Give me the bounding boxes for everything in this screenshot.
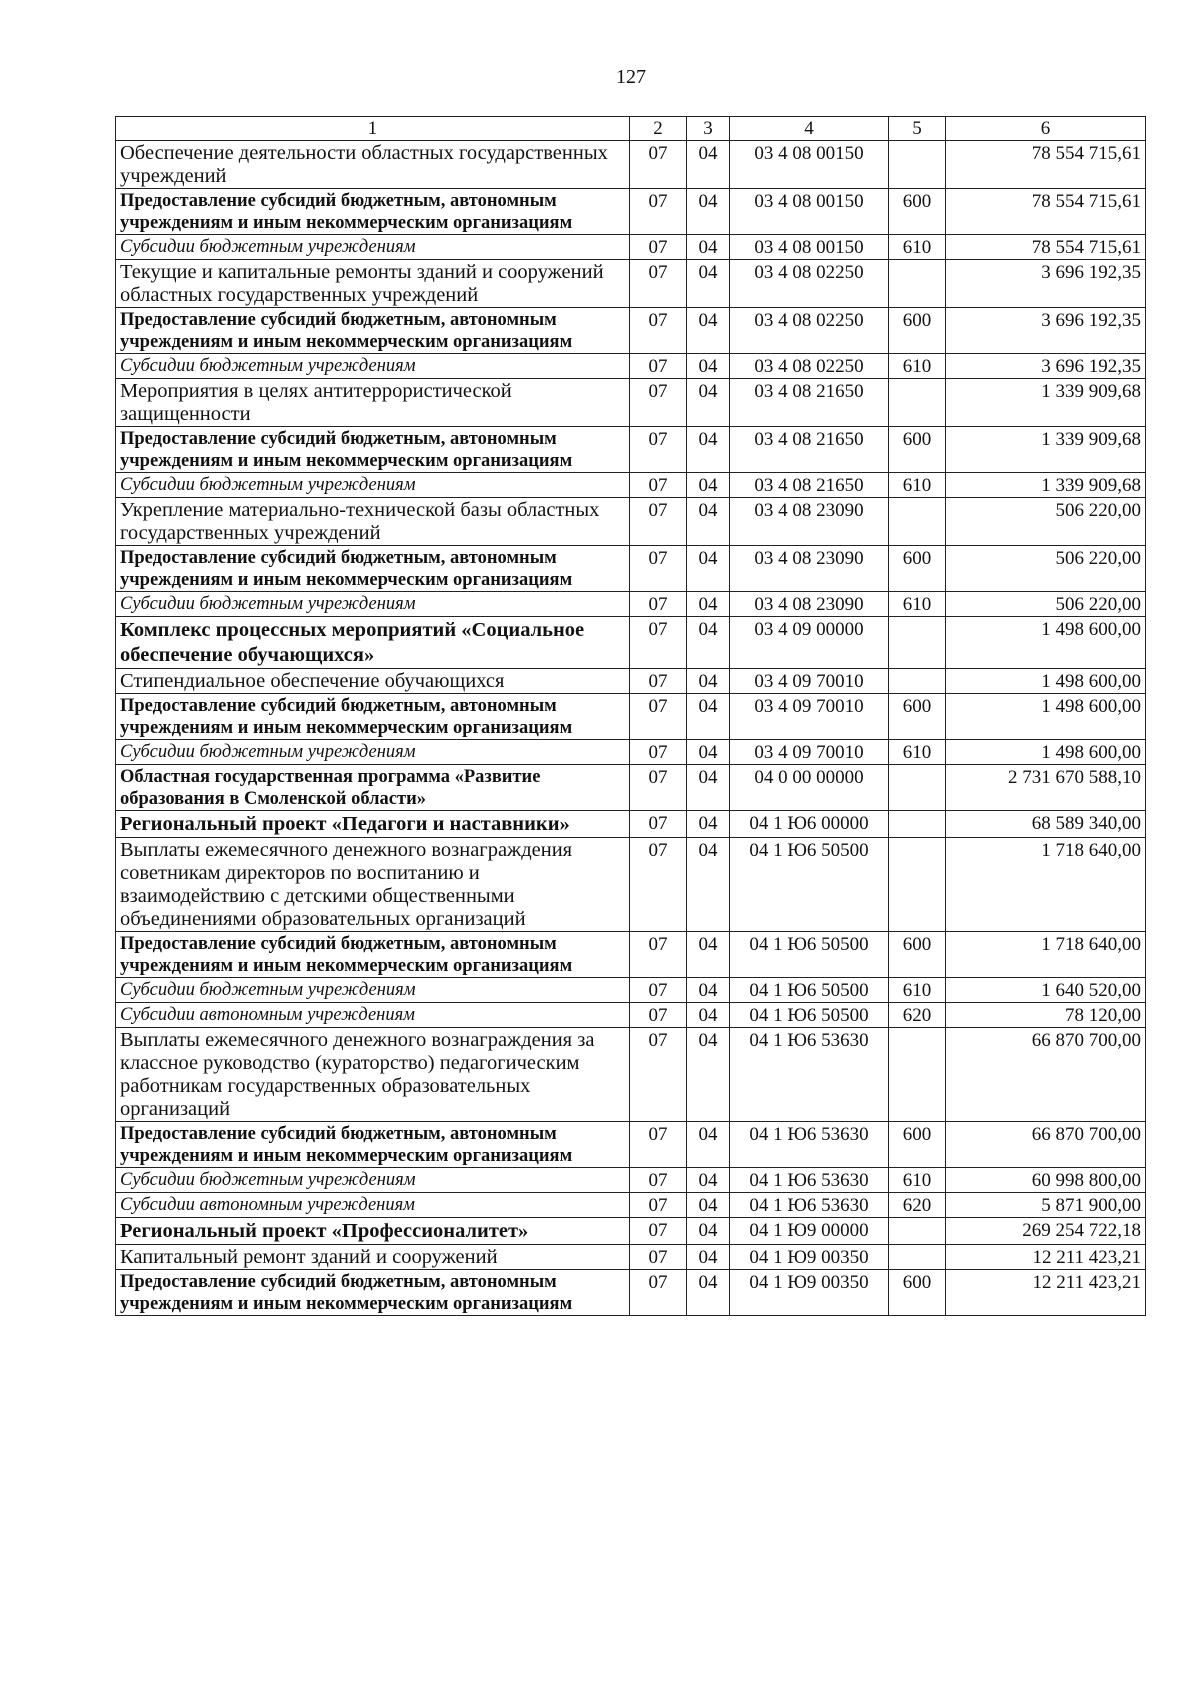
target-article-code-cell: 03 4 08 21650 [730, 379, 889, 427]
table-row [116, 694, 1146, 740]
section-code-cell: 07 [630, 473, 687, 498]
table-row [116, 669, 1146, 694]
table-row [116, 1245, 1146, 1270]
section-code-cell: 07 [630, 765, 687, 811]
target-article-code-cell: 04 1 Ю6 00000 [730, 811, 889, 838]
target-article-code-cell: 04 1 Ю6 53630 [730, 1028, 889, 1122]
section-code-cell: 07 [630, 932, 687, 978]
amount-cell: 1 498 600,00 [946, 694, 1146, 740]
table-row [116, 1168, 1146, 1193]
expense-type-code-cell: 620 [889, 1193, 946, 1218]
column-header-2: 2 [630, 117, 687, 141]
table-row [116, 308, 1146, 354]
expense-type-code-cell [889, 811, 946, 838]
table-row [116, 1122, 1146, 1168]
item-name-cell: Капитальный ремонт зданий и сооружений [116, 1245, 630, 1270]
section-code-cell: 07 [630, 838, 687, 932]
expense-type-code-cell: 600 [889, 427, 946, 473]
expense-type-code-cell [889, 141, 946, 189]
subsection-code-cell: 04 [687, 379, 730, 427]
expense-type-code-cell: 600 [889, 546, 946, 592]
target-article-code-cell: 04 1 Ю9 00000 [730, 1218, 889, 1245]
table-row [116, 427, 1146, 473]
section-code-cell: 07 [630, 141, 687, 189]
item-name-cell: Субсидии бюджетным учреждениям [116, 1168, 630, 1193]
amount-cell: 1 339 909,68 [946, 427, 1146, 473]
target-article-code-cell: 04 1 Ю9 00350 [730, 1270, 889, 1316]
subsection-code-cell: 04 [687, 427, 730, 473]
amount-cell: 506 220,00 [946, 592, 1146, 617]
amount-cell: 1 339 909,68 [946, 379, 1146, 427]
amount-cell: 12 211 423,21 [946, 1270, 1146, 1316]
item-name-cell: Комплекс процессных мероприятий «Социальное обеспечение обучающихся» [116, 617, 630, 669]
target-article-code-cell: 03 4 08 21650 [730, 473, 889, 498]
amount-cell: 1 498 600,00 [946, 617, 1146, 669]
section-code-cell: 07 [630, 1193, 687, 1218]
target-article-code-cell: 03 4 08 02250 [730, 260, 889, 308]
section-code-cell: 07 [630, 260, 687, 308]
subsection-code-cell: 04 [687, 498, 730, 546]
subsection-code-cell: 04 [687, 235, 730, 260]
target-article-code-cell: 03 4 08 02250 [730, 354, 889, 379]
expense-type-code-cell: 610 [889, 740, 946, 765]
target-article-code-cell: 03 4 08 21650 [730, 427, 889, 473]
amount-cell: 3 696 192,35 [946, 260, 1146, 308]
subsection-code-cell: 04 [687, 189, 730, 235]
table-body [116, 141, 1146, 1316]
expense-type-code-cell [889, 765, 946, 811]
target-article-code-cell: 04 1 Ю6 53630 [730, 1122, 889, 1168]
item-name-cell: Обеспечение деятельности областных государственных учреждений [116, 141, 630, 189]
subsection-code-cell: 04 [687, 592, 730, 617]
section-code-cell: 07 [630, 189, 687, 235]
table-row [116, 141, 1146, 189]
item-name-cell: Укрепление материально-технической базы областных государственных учреждений [116, 498, 630, 546]
section-code-cell: 07 [630, 498, 687, 546]
section-code-cell: 07 [630, 592, 687, 617]
section-code-cell: 07 [630, 1028, 687, 1122]
item-name-cell: Областная государственная программа «Развитие образования в Смоленской области» [116, 765, 630, 811]
section-code-cell: 07 [630, 546, 687, 592]
subsection-code-cell: 04 [687, 694, 730, 740]
table-row [116, 740, 1146, 765]
subsection-code-cell: 04 [687, 1193, 730, 1218]
expense-type-code-cell: 610 [889, 473, 946, 498]
item-name-cell: Региональный проект «Педагоги и наставники» [116, 811, 630, 838]
item-name-cell: Субсидии бюджетным учреждениям [116, 592, 630, 617]
section-code-cell: 07 [630, 978, 687, 1003]
table-row [116, 260, 1146, 308]
target-article-code-cell: 04 1 Ю6 50500 [730, 1003, 889, 1028]
section-code-cell: 07 [630, 1003, 687, 1028]
amount-cell: 1 498 600,00 [946, 740, 1146, 765]
subsection-code-cell: 04 [687, 308, 730, 354]
section-code-cell: 07 [630, 308, 687, 354]
section-code-cell: 07 [630, 1270, 687, 1316]
expense-type-code-cell: 600 [889, 189, 946, 235]
target-article-code-cell: 04 1 Ю9 00350 [730, 1245, 889, 1270]
target-article-code-cell: 03 4 08 00150 [730, 141, 889, 189]
section-code-cell: 07 [630, 740, 687, 765]
expense-type-code-cell [889, 1218, 946, 1245]
section-code-cell: 07 [630, 1245, 687, 1270]
table-row [116, 354, 1146, 379]
expense-type-code-cell: 610 [889, 592, 946, 617]
target-article-code-cell: 03 4 09 70010 [730, 694, 889, 740]
item-name-cell: Субсидии автономным учреждениям [116, 1193, 630, 1218]
subsection-code-cell: 04 [687, 669, 730, 694]
item-name-cell: Предоставление субсидий бюджетным, автономным учреждениям и иным некоммерческим организациям [116, 308, 630, 354]
amount-cell: 78 554 715,61 [946, 141, 1146, 189]
subsection-code-cell: 04 [687, 838, 730, 932]
amount-cell: 3 696 192,35 [946, 308, 1146, 354]
expense-type-code-cell [889, 838, 946, 932]
amount-cell: 1 498 600,00 [946, 669, 1146, 694]
target-article-code-cell: 03 4 09 00000 [730, 617, 889, 669]
item-name-cell: Мероприятия в целях антитеррористической защищенности [116, 379, 630, 427]
expense-type-code-cell [889, 379, 946, 427]
table-row [116, 189, 1146, 235]
table-row [116, 617, 1146, 669]
item-name-cell: Субсидии автономным учреждениям [116, 1003, 630, 1028]
expense-type-code-cell: 620 [889, 1003, 946, 1028]
table-row [116, 1003, 1146, 1028]
subsection-code-cell: 04 [687, 617, 730, 669]
amount-cell: 66 870 700,00 [946, 1028, 1146, 1122]
column-header-1: 1 [116, 117, 630, 141]
table-row [116, 379, 1146, 427]
expense-type-code-cell [889, 260, 946, 308]
amount-cell: 3 696 192,35 [946, 354, 1146, 379]
subsection-code-cell: 04 [687, 354, 730, 379]
subsection-code-cell: 04 [687, 473, 730, 498]
section-code-cell: 07 [630, 427, 687, 473]
table-row [116, 978, 1146, 1003]
table-row [116, 1028, 1146, 1122]
table-row [116, 592, 1146, 617]
amount-cell: 506 220,00 [946, 546, 1146, 592]
table-row [116, 765, 1146, 811]
amount-cell: 78 554 715,61 [946, 189, 1146, 235]
column-header-4: 4 [730, 117, 889, 141]
expense-type-code-cell: 600 [889, 694, 946, 740]
item-name-cell: Предоставление субсидий бюджетным, автономным учреждениям и иным некоммерческим организациям [116, 546, 630, 592]
subsection-code-cell: 04 [687, 141, 730, 189]
target-article-code-cell: 04 1 Ю6 53630 [730, 1168, 889, 1193]
section-code-cell: 07 [630, 1218, 687, 1245]
expense-type-code-cell: 610 [889, 354, 946, 379]
expense-type-code-cell: 610 [889, 235, 946, 260]
column-header-3: 3 [687, 117, 730, 141]
target-article-code-cell: 04 1 Ю6 50500 [730, 932, 889, 978]
table-row [116, 1193, 1146, 1218]
subsection-code-cell: 04 [687, 546, 730, 592]
target-article-code-cell: 03 4 08 02250 [730, 308, 889, 354]
target-article-code-cell: 03 4 08 23090 [730, 498, 889, 546]
table-row [116, 235, 1146, 260]
item-name-cell: Предоставление субсидий бюджетным, автономным учреждениям и иным некоммерческим организациям [116, 1122, 630, 1168]
section-code-cell: 07 [630, 669, 687, 694]
target-article-code-cell: 03 4 08 23090 [730, 592, 889, 617]
table-row [116, 811, 1146, 838]
target-article-code-cell: 03 4 08 23090 [730, 546, 889, 592]
item-name-cell: Текущие и капитальные ремонты зданий и сооружений областных государственных учреждений [116, 260, 630, 308]
item-name-cell: Субсидии бюджетным учреждениям [116, 354, 630, 379]
table-row [116, 932, 1146, 978]
expense-type-code-cell: 610 [889, 1168, 946, 1193]
section-code-cell: 07 [630, 379, 687, 427]
amount-cell: 78 120,00 [946, 1003, 1146, 1028]
subsection-code-cell: 04 [687, 1003, 730, 1028]
amount-cell: 2 731 670 588,10 [946, 765, 1146, 811]
expense-type-code-cell: 600 [889, 1122, 946, 1168]
target-article-code-cell: 03 4 08 00150 [730, 189, 889, 235]
item-name-cell: Региональный проект «Профессионалитет» [116, 1218, 630, 1245]
item-name-cell: Субсидии бюджетным учреждениям [116, 473, 630, 498]
column-header-5: 5 [889, 117, 946, 141]
subsection-code-cell: 04 [687, 1270, 730, 1316]
subsection-code-cell: 04 [687, 811, 730, 838]
item-name-cell: Предоставление субсидий бюджетным, автономным учреждениям и иным некоммерческим организациям [116, 694, 630, 740]
section-code-cell: 07 [630, 694, 687, 740]
amount-cell: 1 339 909,68 [946, 473, 1146, 498]
amount-cell: 1 640 520,00 [946, 978, 1146, 1003]
expense-type-code-cell [889, 617, 946, 669]
amount-cell: 78 554 715,61 [946, 235, 1146, 260]
subsection-code-cell: 04 [687, 765, 730, 811]
section-code-cell: 07 [630, 1122, 687, 1168]
item-name-cell: Субсидии бюджетным учреждениям [116, 978, 630, 1003]
section-code-cell: 07 [630, 1168, 687, 1193]
table-row [116, 1270, 1146, 1316]
subsection-code-cell: 04 [687, 1218, 730, 1245]
target-article-code-cell: 03 4 09 70010 [730, 740, 889, 765]
section-code-cell: 07 [630, 235, 687, 260]
target-article-code-cell: 03 4 09 70010 [730, 669, 889, 694]
table-header-row [116, 117, 1146, 141]
subsection-code-cell: 04 [687, 932, 730, 978]
subsection-code-cell: 04 [687, 740, 730, 765]
amount-cell: 506 220,00 [946, 498, 1146, 546]
amount-cell: 12 211 423,21 [946, 1245, 1146, 1270]
amount-cell: 66 870 700,00 [946, 1122, 1146, 1168]
amount-cell: 5 871 900,00 [946, 1193, 1146, 1218]
item-name-cell: Предоставление субсидий бюджетным, автономным учреждениям и иным некоммерческим организациям [116, 189, 630, 235]
item-name-cell: Выплаты ежемесячного денежного вознаграждения советникам директоров по воспитанию и взаимодействию с детскими общественными объединениями образовательных организаций [116, 838, 630, 932]
page-number: 127 [616, 66, 646, 88]
item-name-cell: Стипендиальное обеспечение обучающихся [116, 669, 630, 694]
amount-cell: 60 998 800,00 [946, 1168, 1146, 1193]
table-row [116, 1218, 1146, 1245]
table-row [116, 838, 1146, 932]
budget-table [115, 116, 1146, 1316]
target-article-code-cell: 03 4 08 00150 [730, 235, 889, 260]
amount-cell: 1 718 640,00 [946, 932, 1146, 978]
item-name-cell: Выплаты ежемесячного денежного вознаграждения за классное руководство (кураторство) педагогическим работникам государственных образовательных организаций [116, 1028, 630, 1122]
item-name-cell: Субсидии бюджетным учреждениям [116, 235, 630, 260]
section-code-cell: 07 [630, 617, 687, 669]
item-name-cell: Предоставление субсидий бюджетным, автономным учреждениям и иным некоммерческим организациям [116, 427, 630, 473]
amount-cell: 1 718 640,00 [946, 838, 1146, 932]
subsection-code-cell: 04 [687, 1168, 730, 1193]
expense-type-code-cell: 600 [889, 932, 946, 978]
expense-type-code-cell [889, 669, 946, 694]
target-article-code-cell: 04 1 Ю6 50500 [730, 838, 889, 932]
item-name-cell: Предоставление субсидий бюджетным, автономным учреждениям и иным некоммерческим организациям [116, 1270, 630, 1316]
item-name-cell: Предоставление субсидий бюджетным, автономным учреждениям и иным некоммерческим организациям [116, 932, 630, 978]
amount-cell: 68 589 340,00 [946, 811, 1146, 838]
subsection-code-cell: 04 [687, 1028, 730, 1122]
target-article-code-cell: 04 1 Ю6 50500 [730, 978, 889, 1003]
table-row [116, 546, 1146, 592]
target-article-code-cell: 04 1 Ю6 53630 [730, 1193, 889, 1218]
expense-type-code-cell: 610 [889, 978, 946, 1003]
column-header-6: 6 [946, 117, 1146, 141]
table-row [116, 498, 1146, 546]
expense-type-code-cell: 600 [889, 308, 946, 354]
expense-type-code-cell [889, 1245, 946, 1270]
table-row [116, 473, 1146, 498]
expense-type-code-cell [889, 498, 946, 546]
subsection-code-cell: 04 [687, 260, 730, 308]
expense-type-code-cell: 600 [889, 1270, 946, 1316]
expense-type-code-cell [889, 1028, 946, 1122]
item-name-cell: Субсидии бюджетным учреждениям [116, 740, 630, 765]
section-code-cell: 07 [630, 354, 687, 379]
subsection-code-cell: 04 [687, 1122, 730, 1168]
amount-cell: 269 254 722,18 [946, 1218, 1146, 1245]
section-code-cell: 07 [630, 811, 687, 838]
subsection-code-cell: 04 [687, 978, 730, 1003]
subsection-code-cell: 04 [687, 1245, 730, 1270]
target-article-code-cell: 04 0 00 00000 [730, 765, 889, 811]
